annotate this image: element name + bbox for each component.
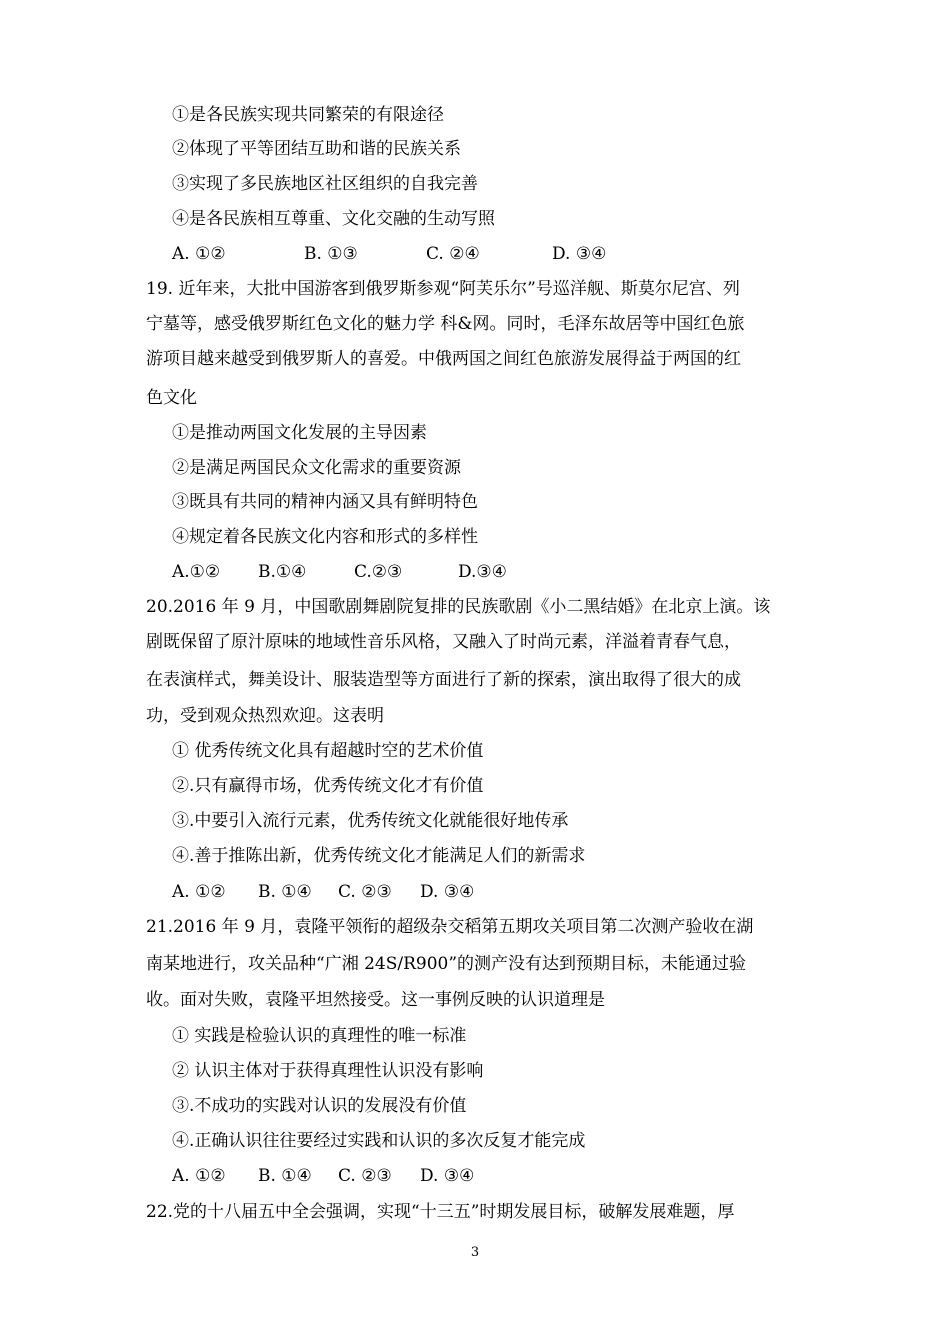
q19-option-d: D.③④ bbox=[458, 562, 507, 582]
q19-statement-3: ③既具有共同的精神内涵又具有鲜明特色 bbox=[172, 492, 478, 512]
q19-option-b: B.①④ bbox=[258, 562, 307, 582]
q20-stem-line-4: 功，受到观众热烈欢迎。这表明 bbox=[146, 706, 384, 726]
q19-options bbox=[172, 560, 507, 584]
page-number: 3 bbox=[470, 1245, 480, 1260]
q21-option-c: C. ②③ bbox=[338, 1166, 392, 1186]
q20-stem-line-1: 20.2016 年 9 月，中国歌剧舞剧院复排的民族歌剧《小二黑结婚》在北京上演。该 bbox=[146, 597, 771, 617]
q21-statement-1: ① 实践是检验认识的真理性的唯一标准 bbox=[172, 1026, 467, 1046]
q20-statement-4: ④.善于推陈出新，优秀传统文化才能满足人们的新需求 bbox=[172, 846, 586, 866]
q20-option-a: A. ①② bbox=[172, 882, 226, 902]
q20-stem-line-2: 剧既保留了原汁原味的地域性音乐风格，又融入了时尚元素，洋溢着青春气息， bbox=[146, 632, 741, 652]
q19-statement-4: ④规定着各民族文化内容和形式的多样性 bbox=[172, 527, 478, 547]
q20-stem-line-3: 在表演样式，舞美设计、服装造型等方面进行了新的探索，演出取得了很大的成 bbox=[146, 670, 741, 690]
q18-options bbox=[172, 242, 606, 266]
q21-option-b: B. ①④ bbox=[258, 1166, 312, 1186]
q18-statement-3: ③实现了多民族地区社区组织的自我完善 bbox=[172, 174, 478, 194]
q21-option-d: D. ③④ bbox=[420, 1166, 475, 1186]
q19-option-c: C.②③ bbox=[354, 562, 403, 582]
q21-option-a: A. ①② bbox=[172, 1166, 226, 1186]
q20-option-c: C. ②③ bbox=[338, 882, 392, 902]
q21-statement-2: ② 认识主体对于获得真理性认识没有影响 bbox=[172, 1061, 484, 1081]
q20-option-b: B. ①④ bbox=[258, 882, 312, 902]
q21-options bbox=[172, 1164, 474, 1188]
q20-statement-2: ②.只有赢得市场，优秀传统文化才有价值 bbox=[172, 776, 484, 796]
q19-statement-1: ①是推动两国文化发展的主导因素 bbox=[172, 423, 427, 443]
q19-stem-line-1: 19. 近年来，大批中国游客到俄罗斯参观“阿芙乐尔”号巡洋舰、斯莫尔尼宫、列 bbox=[146, 279, 740, 299]
q19-stem-line-4: 色文化 bbox=[146, 388, 197, 408]
q18-statement-4: ④是各民族相互尊重、文化交融的生动写照 bbox=[172, 209, 495, 229]
q21-stem-line-3: 收。面对失败，袁隆平坦然接受。这一事例反映的认识道理是 bbox=[146, 990, 605, 1010]
q21-stem-line-2: 南某地进行，攻关品种“广湘 24S/R900”的测产没有达到预期目标，未能通过验 bbox=[146, 954, 747, 974]
q18-option-b: B. ①③ bbox=[304, 244, 358, 264]
q22-stem-line-1: 22.党的十八届五中全会强调，实现“十三五”时期发展目标，破解发展难题，厚 bbox=[146, 1202, 735, 1222]
q20-statement-3: ③.中要引入流行元素，优秀传统文化就能很好地传承 bbox=[172, 811, 569, 831]
q19-option-a: A.①② bbox=[172, 562, 221, 582]
q20-option-d: D. ③④ bbox=[420, 882, 475, 902]
q18-option-c: C. ②④ bbox=[426, 244, 480, 264]
q20-options bbox=[172, 880, 474, 904]
q18-statement-1: ①是各民族实现共同繁荣的有限途径 bbox=[172, 105, 444, 125]
q21-stem-line-1: 21.2016 年 9 月，袁隆平领衔的超级杂交稻第五期攻关项目第二次测产验收在湖 bbox=[146, 917, 754, 937]
q18-option-d: D. ③④ bbox=[552, 244, 607, 264]
q21-statement-3: ③.不成功的实践对认识的发展没有价值 bbox=[172, 1096, 467, 1116]
q19-stem-line-3: 游项目越来越受到俄罗斯人的喜爱。中俄两国之间红色旅游发展得益于两国的红 bbox=[146, 349, 741, 369]
q21-statement-4: ④.正确认识往往要经过实践和认识的多次反复才能完成 bbox=[172, 1131, 586, 1151]
q20-statement-1: ① 优秀传统文化具有超越时空的艺术价值 bbox=[172, 741, 484, 761]
q19-stem-line-2: 宁墓等，感受俄罗斯红色文化的魅力学 科&网。同时，毛泽东故居等中国红色旅 bbox=[146, 314, 745, 334]
q19-statement-2: ②是满足两国民众文化需求的重要资源 bbox=[172, 458, 461, 478]
q18-statement-2: ②体现了平等团结互助和谐的民族关系 bbox=[172, 139, 461, 159]
q18-option-a: A. ①② bbox=[172, 244, 226, 264]
